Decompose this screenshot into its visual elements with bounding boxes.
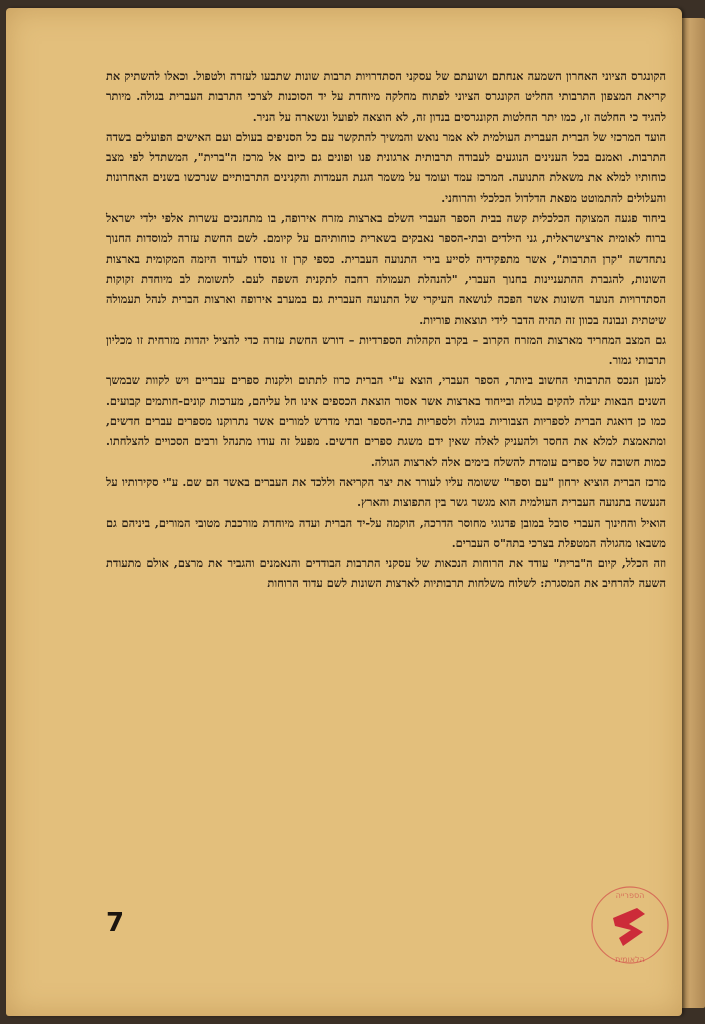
page-number: 7 [106, 908, 125, 938]
paragraph-2: הועד המרכזי של הברית העברית העולמית לא אמר נואש והמשיך להתקשר עם כל הסניפים בעולם ועם האישים הפועלים בשדה התרבות. ואמנם בכל הענינים הנוגעים לעבודה תרבותית ארגונית פנו ופונים גם כיום אל מרכז ה"ברית", המשתדל לפי מצב כוחותיו למלא את משאלת התנועה. המרכז עמד ועומד על משמר הגנת העמדות והקנינים התרבותיים שנרכשו בשנים האחרונות והעלולים להתמוטט מפאת הדלדול הכלכלי והרוחני. [106, 129, 666, 205]
paragraph-6: מרכז הברית הוציא ירחון "עם וספר" ששומה עליו לעורר את יצר הקריאה וללכד את העברים באשר הם שם. ע"י סקירותיו על הנעשה בתנועה העברית העולמית הוא מגשר גשר בין התפוצות והארץ. [106, 474, 666, 510]
svg-text:הלאומית: הלאומית [615, 955, 645, 964]
paragraph-7: הואיל והחינוך העברי סובל במובן פדגוגי מחוסר הדרכה, הוקמה על-יד הברית ועדה מיוחדת מורכבת מטובי המורים, ביניהם גם משבאו מהגולה המטפלת בצרכי בתה"ס העברים. [106, 515, 666, 550]
paragraph-8: וזה הכלל, קיום ה"ברית" עודד את הרוחות הנכאות של עסקני התרבות הבודדים והנאמנים והגביר את מרצם, אולם מתעודת השעה להרחיב את המסגרת: לשלוח משלחות תרבותיות לארצות השונות לשם עדוד הרוחות [106, 556, 666, 591]
svg-text:הספרייה: הספרייה [615, 891, 645, 900]
body-text [106, 66, 666, 906]
paragraph-4: גם המצב המחריד מארצות המזרח הקרוב – בקרב הקהלות הספרדיות – דורש החשת עזרה כדי להציל יהדות מזרחית זו מכליון תרבותי גמור. [106, 332, 666, 368]
document-page [6, 8, 682, 1016]
paragraph-3: ביחוד פגעה המצוקה הכלכלית קשה בבית הספר העברי השלם בארצות מזרח אירופה, בו מתחנכים עשרות אלפי ילדי ישראל ברוח לאומית ארצישראלית, גני הילדים ובתי-הספר נאבקים בשארית כוחותיהם על קיומם. לשם החשת עזרה למוסדות החנוך נתחדשה "קרן התרבות", אשר מתפקידיה לסייע בירי התנועה העברית. כספי קרן זו נוסדו לעדוד היזמה המקומית בארצות השונות, להגברת ההתעניינות בחנוך העברי, "להנהלת תעמולה רחבה לתקנית השפה לעם. לתשומת לב מיוחדת זקוקות הסתדרויות הנוער השונות אשר הפכה לנושאה העיקרי של התנועה העברית גם במערב אירופה וארצות הברית לנהל תעמולה שיטתית ונבונה בכוון זה תהיה הדבר לידי תוצאות פוריות. [106, 211, 666, 327]
paragraph-5: למען הנכס התרבותי החשוב ביותר, הספר העברי, הוצא ע"י הברית כרוז לתתום ולקנות ספרים עבריים ויש לקוות שבמשך השנים הבאות יעלה להקים בגולה ובייחוד בארצות אשר אסור הוצאת הכספים אינו חל עליהם, מערכות קונים-חותמים קבועים. כמו כן דואגת הברית לספריות הצבוריות בגולה ולספריות בתי-הספר ובתי מדרש למורים אשר נתרוקנו מספרים עברים חדשים, ומתאמצת למלא את החסר ולהעניק לאלה שאין ידם משגת ספרים חדשים. מפעל זה עודו מתנהל ורבים הסכויים להצלחתו. כמות חשובה של ספרים עומדת להשלח בימים אלה לארצות הגולה. [106, 373, 666, 469]
adjacent-page-edge [680, 18, 705, 1008]
library-stamp-icon [585, 880, 675, 970]
paragraph-1: הקונגרס הציוני האחרון השמעה אנחתם ושועתם של עסקני הסתדרויות תרבות שונות שתבעו לעזרה ולטפול. וכאלו להשתיק את קריאת המצפון התרבותי החליט הקונגרס הציוני לפתוח מחלקה מיוחדת על יד הסוכנות לצרכי התרבות העברית בגולה. מיותר להגיד כי החלטה זו, כמו יתר החלטות הקונגרסים בנדון זה, לא הוצאה לפועל ונשארה על הניר. [106, 69, 666, 124]
